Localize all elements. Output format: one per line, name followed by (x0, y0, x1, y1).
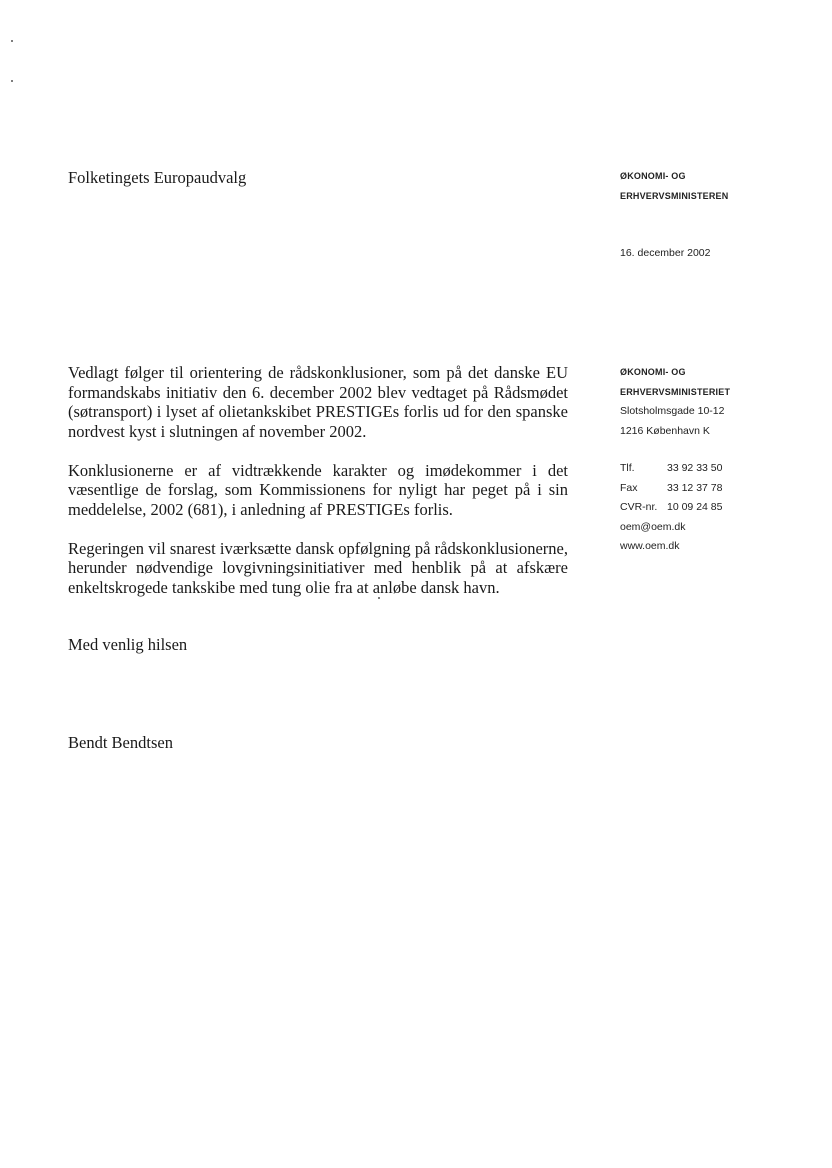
contact-value: 33 92 33 50 (667, 462, 723, 474)
contact-email: oem@oem.dk (620, 520, 686, 533)
sidebar-contact (620, 459, 750, 557)
scan-speck (11, 80, 13, 82)
letter-body (68, 363, 568, 617)
sidebar-ministry-line1: ØKONOMI- OG (620, 367, 686, 377)
sidebar-address (620, 363, 730, 441)
recipient: Folketingets Europaudvalg (68, 168, 247, 187)
ministry-name-line1: ØKONOMI- OG (620, 171, 686, 181)
contact-website: www.oem.dk (620, 540, 680, 552)
contact-row-fax (620, 479, 750, 499)
contact-label: Fax (620, 481, 638, 494)
sidebar-street: Slotsholmsgade 10-12 (620, 405, 725, 417)
closing-greeting: Med venlig hilsen (68, 635, 188, 654)
body-paragraph: Regeringen vil snarest iværksætte dansk opfølgning på rådskonklusionerne, herunder nødvendige lovgivningsinitiativer med henblik på at afskære enkeltskrogede tankskibe med tung olie fra at anløbe dansk havn. (68, 538, 568, 597)
contact-value: 10 09 24 85 (667, 501, 723, 513)
sidebar-city: 1216 København K (620, 424, 710, 437)
contact-label: CVR-nr. (620, 501, 658, 513)
ministry-header (620, 167, 728, 206)
body-paragraph: Vedlagt følger til orientering de rådskonklusioner, som på det danske EU formandskabs initiativ den 6. december 2002 blev vedtaget på Rådsmødet (søtransport) i lyset af olietankskibet PRESTIGEs forlis ud for den spanske nordvest kyst i slutningen af november 2002. (68, 363, 568, 441)
contact-value: 33 12 37 78 (667, 481, 723, 494)
ministry-name-line2: ERHVERVSMINISTEREN (620, 190, 729, 201)
letter-date: 16. december 2002 (620, 247, 711, 259)
contact-row-cvr (620, 498, 750, 518)
contact-row-phone (620, 459, 750, 479)
contact-label: Tlf. (620, 462, 635, 474)
sidebar-ministry-line2: ERHVERVSMINISTERIET (620, 386, 731, 397)
scan-speck (11, 40, 13, 42)
signature-name: Bendt Bendtsen (68, 733, 173, 752)
body-paragraph: Konklusionerne er af vidtrækkende karakter og imødekommer i det væsentlige de forslag, som Kommissionens for nyligt har peget på i sin meddelelse, 2002 (681), i anledning af PRESTIGEs forlis. (68, 460, 568, 519)
